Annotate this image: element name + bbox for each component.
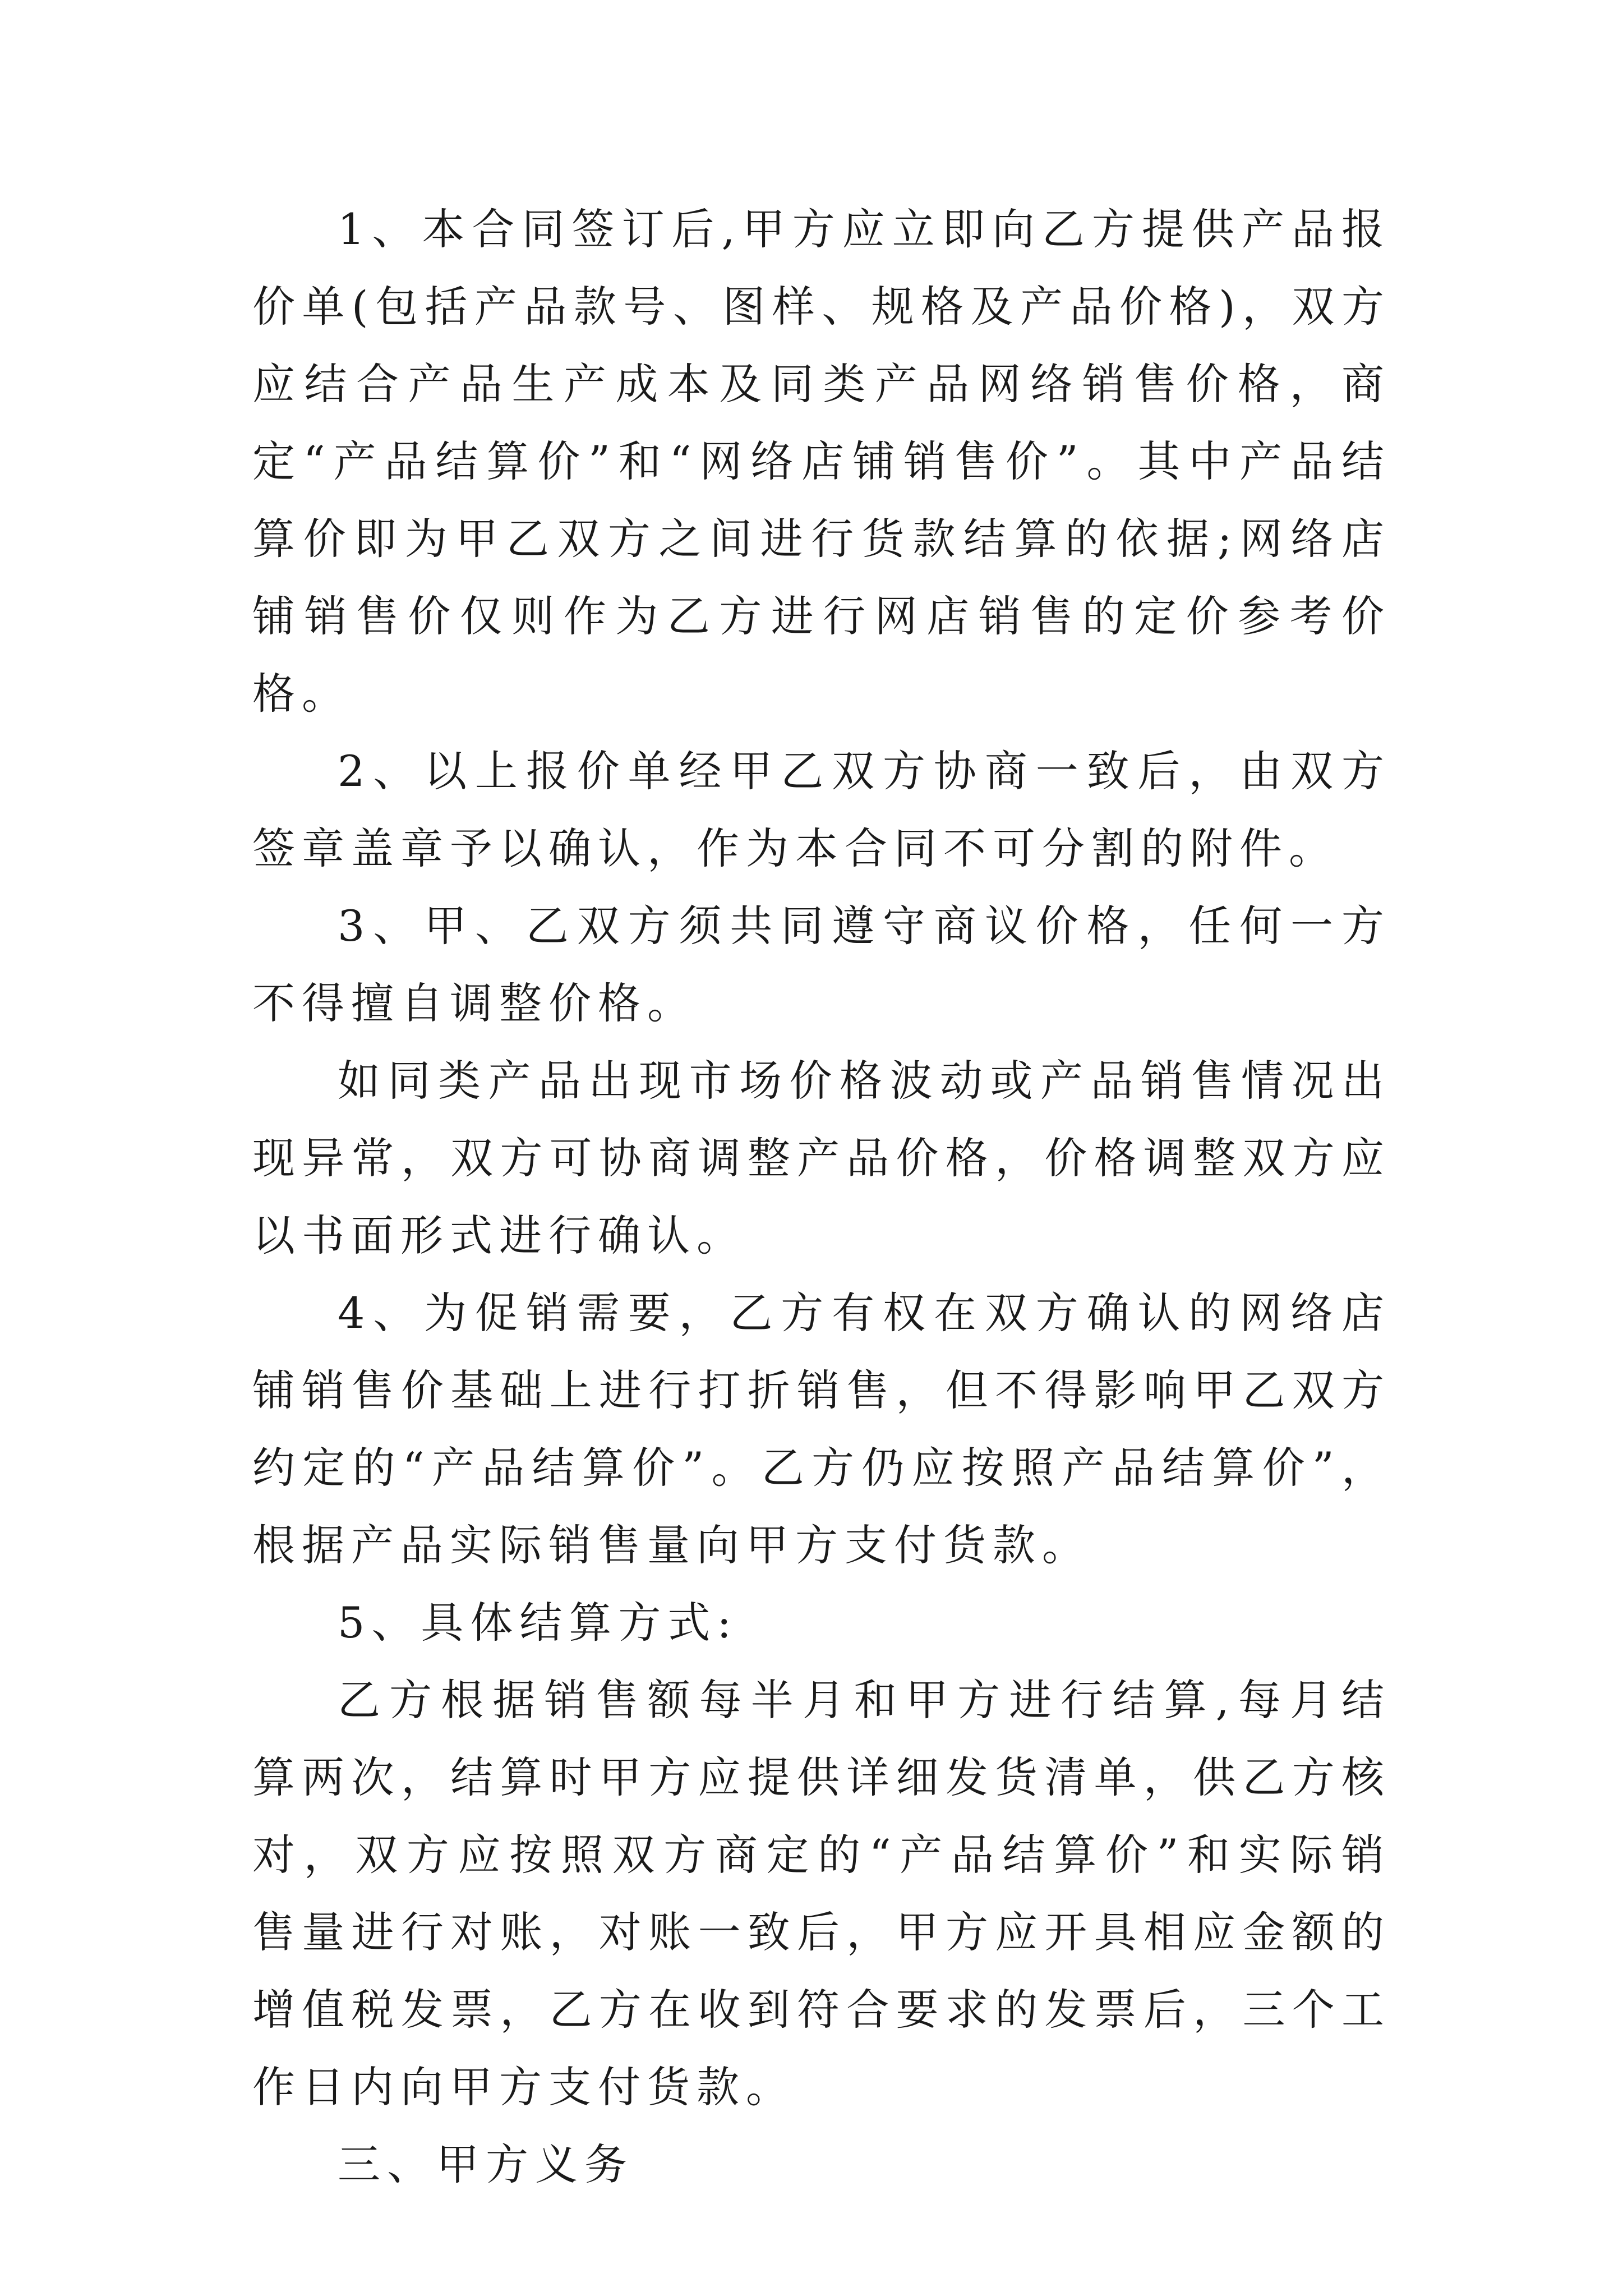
clause-5-paragraph: 5、具体结算方式: bbox=[338, 1598, 738, 1648]
clause-5-detail-paragraph: 乙方根据销售额每半月和甲方进行结算,每月结算两次，结算时甲方应提供详细发货清单，供乙方核对，双方应按照双方商定的“产品结算价”和实际销售量进行对账，对账一致后，甲方应开具相应金额的增值税发票，乙方在收到符合要求的发票后，三个工作日内向甲方支付货款。 bbox=[252, 1675, 1391, 2112]
clause-1-paragraph: 1、本合同签订后,甲方应立即向乙方提供产品报价单(包括产品款号、图样、规格及产品价格)，双方应结合产品生产成本及同类产品网络销售价格，商定“产品结算价”和“网络店铺销售价”。其中产品结算价即为甲乙双方之间进行货款结算的依据;网络店铺销售价仅则作为乙方进行网店销售的定价参考价格。 bbox=[252, 204, 1391, 719]
clause-4-paragraph: 4、为促销需要，乙方有权在双方确认的网络店铺销售价基础上进行打折销售，但不得影响甲乙双方约定的“产品结算价”。乙方仍应按照产品结算价”，根据产品实际销售量向甲方支付货款。 bbox=[252, 1288, 1391, 1570]
section-heading: 三、甲方义务 bbox=[338, 2139, 634, 2189]
clause-3-paragraph: 3、甲、乙双方须共同遵守商议价格，任何一方不得擅自调整价格。 bbox=[252, 901, 1391, 1028]
document-body bbox=[252, 191, 1391, 2203]
clause-2-paragraph: 2、以上报价单经甲乙双方协商一致后，由双方签章盖章予以确认，作为本合同不可分割的附件。 bbox=[252, 746, 1391, 873]
clause-3-supplement-paragraph: 如同类产品出现市场价格波动或产品销售情况出现异常，双方可协商调整产品价格，价格调整双方应以书面形式进行确认。 bbox=[252, 1056, 1391, 1260]
